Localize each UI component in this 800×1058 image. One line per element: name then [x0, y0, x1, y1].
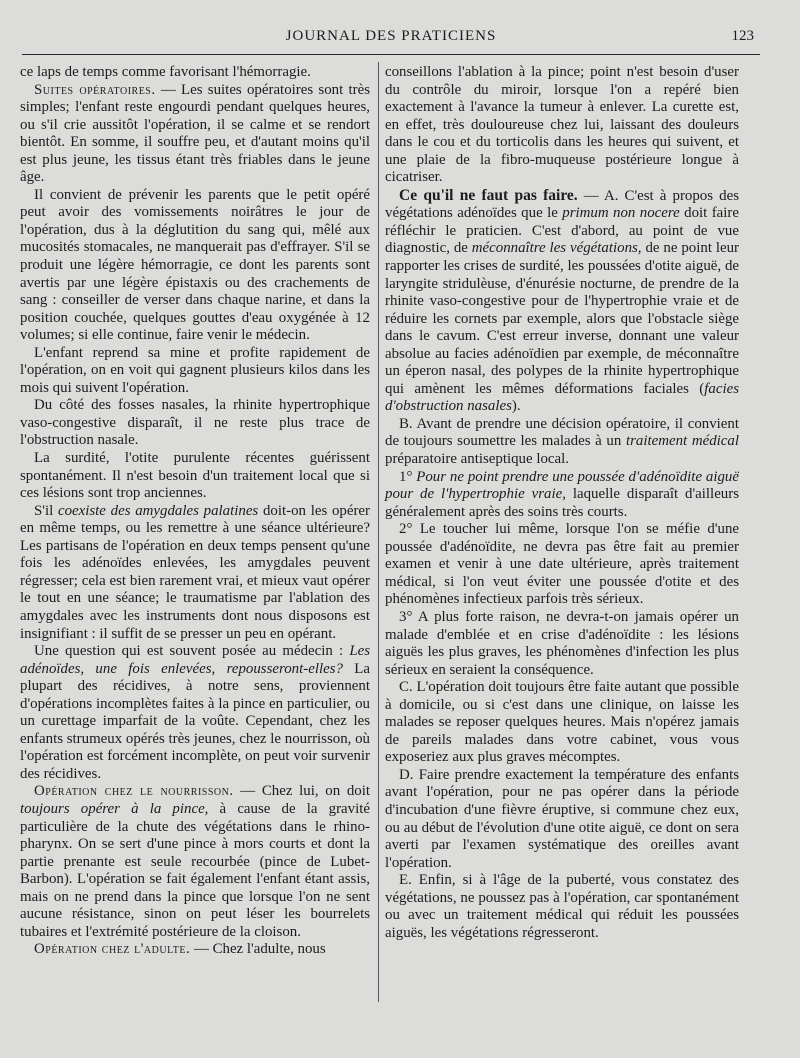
- running-title: JOURNAL DES PRATICIENS: [285, 28, 497, 44]
- paragraph-nourrisson: Opération chez le nourrisson. — Chez lui, on doit toujours opérer à la pince, à cause de la gravité particulière de la chute des végétations dans le rhino-pharynx. On se sert d'une pince à mors courts et dont la partie prenante est seule recourbée (pince de Lubet-Barbon). L'opération se fait également l'enfant étant assis, mais on ne prend dans la pince que lorsque l'on ne sent aucune résistance, sinon on peut léser les bourrelets tubaires et l'extrémité postérieure de la cloison.: [20, 783, 370, 940]
- paragraph-1: 1° Pour ne point prendre une poussée d'adénoïdite aiguë pour de l'hypertrophie vraie, laquelle disparaît d'ailleurs généralement après des soins très courts.: [385, 468, 740, 520]
- section-heading: Opération chez l'adulte.: [34, 941, 191, 958]
- paragraph: Du côté des fosses nasales, la rhinite hypertrophique vaso-congestive disparaît, il ne reste plus trace de l'obstruction nasale.: [20, 397, 370, 449]
- section-heading: Suites opératoires.: [34, 81, 156, 98]
- section-heading: Opération chez le nourrisson.: [34, 783, 234, 800]
- paragraph-3: 3° A plus forte raison, ne devra-t-on jamais opérer un malade d'emblée et en crise d'adénoïdite : les lésions aiguës les plus graves, les phénomènes d'infection les plus sérieux en seraient la conséquence.: [385, 608, 739, 678]
- paragraph: Il convient de prévenir les parents que le petit opéré peut avoir des vomissements noirâtres le jour de l'opération, dus à la déglutition du sang qui, mêlé aux mucosités stomacales, ne manquerait pas d'effrayer. S'il se produit une légère hémorragie, ce dont les parents sont avertis par une légère épistaxis ou des crachements de sang : conseiller de verser dans chaque narine, et dans la position couchée, quelques gouttes d'eau oxygénée à 12 volumes; si elle continue, faire venir le médecin.: [20, 186, 370, 344]
- paragraph-b: B. Avant de prendre une décision opératoire, il convient de toujours soumettre les malades à un traitement médical préparatoire antiseptique local.: [385, 415, 739, 468]
- page-header: [22, 28, 760, 54]
- paragraph: L'enfant reprend sa mine et profite rapidement de l'opération, on en voit qui gagnent plusieurs kilos dans les mois qui suivent l'opération.: [20, 344, 370, 396]
- right-column: [385, 64, 739, 942]
- paragraph: conseillons l'ablation à la pince; point n'est besoin d'user du contrôle du miroir, lorsque l'on a repéré bien exactement à l'avance la tumeur à enlever. La curette est, en effet, très douloureuse chez lui, laissant des douleurs dans le cou et du torticolis dans les heures qui suivent, et une plaie de la fibro-muqueuse postérieure longue à cicatriser.: [385, 64, 739, 186]
- paragraph-amygdales: S'il coexiste des amygdales palatines doit-on les opérer en même temps, ou les remettre à une séance ultérieure? Les partisans de l'opération en deux temps pensent qu'une fois les adénoïdes enlevées, les amygdales peuvent régresser; cela est bien rarement vrai, et mieux vaut opérer le tout en une séance; le traumatisme par l'ablation des amygdales avec les instruments dont nous disposons est insignifiant : il suffit de se presser un peu en opérant.: [20, 502, 370, 642]
- paragraph-suites-operatoires: Suites opératoires. — Les suites opératoires sont très simples; l'enfant reste engourdi pendant quelques heures, ou s'il crie aussitôt l'opération, il se calme et se rendort bientôt. En somme, il souffre peu, et d'autant moins qu'il est plus jeune, les tissus étant très friables dans le jeune âge.: [20, 81, 370, 186]
- paragraph-adulte: Opération chez l'adulte. — Chez l'adulte, nous: [34, 941, 326, 958]
- paragraph: La surdité, l'otite purulente récentes guérissent spontanément. Il n'est besoin d'un traitement local que si ces lésions sont trop anciennes.: [20, 450, 370, 502]
- paragraph-2: 2° Le toucher lui même, lorsque l'on se méfie d'une poussée d'adénoïdite, ne devra pas être fait au premier examen et venir à une date ultérieure, après traitement médical, si l'on veut éviter une poussée d'otite et des phénomènes infectieux parfois très sérieux.: [385, 521, 739, 608]
- header-rule: [22, 54, 760, 55]
- section-heading: Ce qu'il ne faut pas faire.: [399, 186, 578, 204]
- paragraph-recidives: Une question qui est souvent posée au médecin : Les adénoïdes, une fois enlevées, repousseront-elles? La plupart des récidives, à notre sens, proviennent d'opérations incomplètes faites à la pince en particulier, ou un curettage imparfait de la voûte. Cependant, chez les enfants strumeux opérés très jeunes, chez le nourrisson, où l'opération est forcément incomplète, on peut voir survenir des récidives.: [20, 643, 370, 782]
- paragraph-e: E. Enfin, si à l'âge de la puberté, vous constatez des végétations, ne poussez pas à l'opération, car spontanément ou avec un traitement médical qui réduit les poussées aiguës, les végétations régresseront.: [385, 872, 739, 941]
- left-column: [20, 64, 370, 959]
- paragraph-c: C. L'opération doit toujours être faite autant que possible à domicile, ou si c'est dans une clinique, on laisse les malades se reposer quelques heures. Mais n'opérez jamais de pareils malades dans votre cabinet, vous vous exposeriez aux plus graves mécomptes.: [385, 679, 739, 766]
- page-number: 123: [731, 28, 754, 44]
- paragraph-d: D. Faire prendre exactement la température des enfants avant l'opération, pour ne pas opérer dans la période d'incubation d'une fièvre éruptive, si commune chez eux, ou au début de l'évolution d'une otite aiguë, ce dont on sera averti par l'examen systématique des oreilles avant l'opération.: [385, 766, 739, 871]
- paragraph-ce-quil-ne-faut-pas-faire: Ce qu'il ne faut pas faire. — A. C'est à propos des végétations adénoïdes que le primum non nocere doit faire réfléchir le praticien. C'est d'abord, au point de vue diagnostic, de méconnaître les végétations, de ne point leur rapporter les crises de surdité, les poussées d'otite aiguë, de laryngite stridulèuse, d'énurésie nocturne, de prendre de la rhinite vaso-congestive pour de l'hypertrophie vraie et de réduire les cornets par exemple, alors que l'obstacle siège dans le cavum. C'est erreur inverse, donnant une valeur absolue au facies adénoïdien par exemple, de méconnaître un éperon nasal, des polypes de la rhinite hypertrophique qui amènent les mêmes déformations faciales (facies d'obstruction nasales).: [385, 186, 740, 415]
- column-divider: [378, 62, 379, 1002]
- paragraph: ce laps de temps comme favorisant l'hémorragie.: [20, 64, 311, 80]
